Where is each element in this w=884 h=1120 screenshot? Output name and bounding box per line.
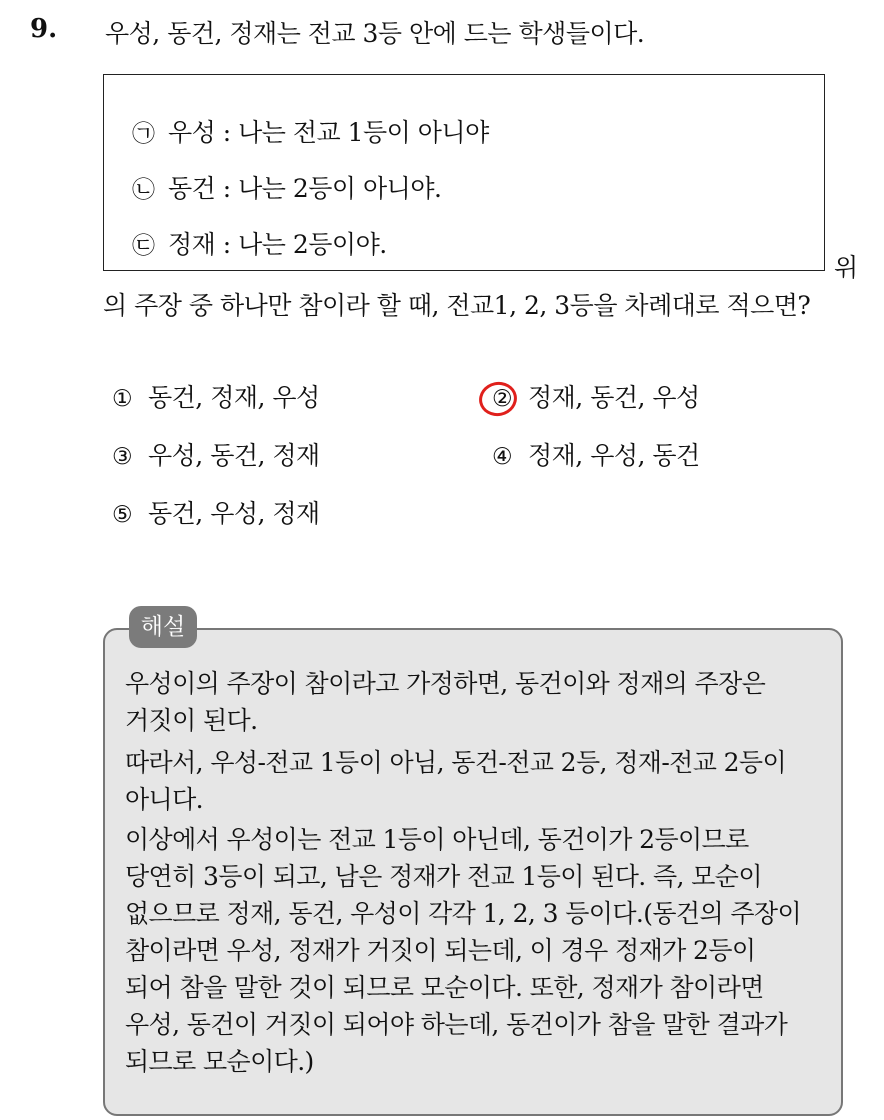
choice-text: 우성, 동건, 정재	[148, 441, 320, 470]
claim-marker: ㉢	[132, 233, 155, 259]
question-stem: 우성, 동건, 정재는 전교 3등 안에 드는 학생들이다.	[105, 19, 645, 48]
choice-number: ③	[111, 444, 133, 470]
claim-item	[132, 113, 489, 149]
explanation-line: 되어 참을 말한 것이 되므로 모순이다. 또한, 정재가 참이라면	[125, 973, 764, 1002]
explanation-line: 우성, 동건이 거짓이 되어야 하는데, 동건이가 참을 말한 결과가	[125, 1010, 788, 1039]
explanation-line: 아니다.	[125, 785, 203, 814]
claim-item	[132, 169, 441, 205]
choice-4[interactable]	[488, 436, 700, 472]
choice-number: ①	[111, 386, 133, 412]
choice-3[interactable]	[108, 436, 320, 472]
choice-number-wrap	[488, 386, 516, 412]
choice-text: 정재, 우성, 동건	[528, 441, 700, 470]
question-stem-continued: 위	[834, 253, 859, 282]
choice-text: 정재, 동건, 우성	[528, 383, 700, 412]
choice-number: ⑤	[111, 502, 133, 528]
claims-box	[103, 74, 825, 271]
explanation-line: 없으므로 정재, 동건, 우성이 각각 1, 2, 3 등이다.(동건의 주장이	[125, 899, 802, 928]
choice-1[interactable]	[108, 378, 320, 414]
choice-text: 동건, 우성, 정재	[148, 499, 320, 528]
claim-text: 우성 : 나는 전교 1등이 아니야	[168, 118, 489, 147]
explanation-line: 당연히 3등이 되고, 남은 정재가 전교 1등이 된다. 즉, 모순이	[125, 862, 762, 891]
question-number: 9.	[30, 14, 58, 44]
choice-5[interactable]	[108, 494, 320, 530]
explanation-line: 참이라면 우성, 정재가 거짓이 되는데, 이 경우 정재가 2등이	[125, 936, 756, 965]
explanation-line: 이상에서 우성이는 전교 1등이 아닌데, 동건이가 2등이므로	[125, 825, 749, 854]
choice-2[interactable]	[488, 378, 700, 414]
claim-marker: ㉠	[132, 121, 155, 147]
claim-text: 정재 : 나는 2등이야.	[168, 230, 387, 259]
explanation-tag: 해설	[129, 606, 197, 648]
explanation-line: 되므로 모순이다.)	[125, 1047, 314, 1076]
claim-text: 동건 : 나는 2등이 아니야.	[168, 174, 442, 203]
choice-number: ④	[491, 444, 513, 470]
question-stem-continued: 의 주장 중 하나만 참이라 할 때, 전교1, 2, 3등을 차례대로 적으면?	[103, 291, 811, 320]
explanation-line: 거짓이 된다.	[125, 706, 258, 735]
claim-item	[132, 225, 387, 261]
claim-marker: ㉡	[132, 177, 155, 203]
explanation-line: 우성이의 주장이 참이라고 가정하면, 동건이와 정재의 주장은	[125, 669, 766, 698]
answer-circle-icon	[476, 378, 520, 419]
choice-text: 동건, 정재, 우성	[148, 383, 320, 412]
explanation-line: 따라서, 우성-전교 1등이 아님, 동건-전교 2등, 정재-전교 2등이	[125, 748, 787, 777]
choice-number: ②	[491, 386, 513, 412]
